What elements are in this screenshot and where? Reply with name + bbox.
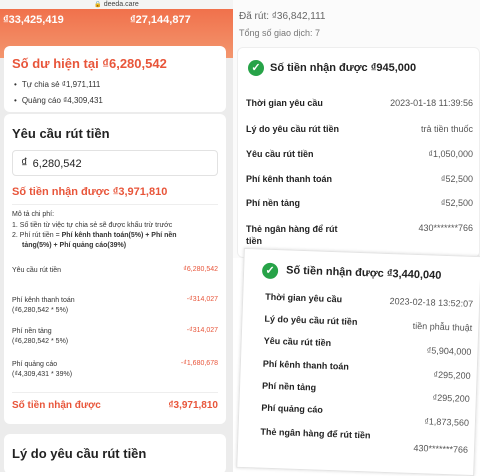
detail-value-ads-fee: ₫1,873,560: [424, 416, 470, 428]
url-bar[interactable]: [0, 0, 233, 9]
detail-label-payment-fee: Phí kênh thanh toán: [246, 174, 333, 184]
detail-value-bank-card: 430*******766: [418, 223, 473, 233]
row-label-payment-fee: Phí kênh thanh toán: [12, 297, 75, 304]
fee-desc-2-bold: Phí kênh thanh toán(5%) + Phí nền: [61, 232, 177, 239]
transaction-count: Tổng số giao dịch: 7: [239, 28, 321, 38]
withdraw-history-detail-2: [236, 248, 480, 476]
withdraw-screen: [0, 0, 233, 472]
row-value-payment-fee: -₫314,027: [186, 296, 218, 303]
balance-card: [4, 46, 226, 112]
url-text: deeda.care: [103, 1, 139, 8]
detail-value-reason: tiền phẫu thuật: [412, 320, 473, 333]
detail-label-platform-fee: Phí nền tảng: [246, 198, 300, 208]
detail-label-reason: Lý do yêu cầu rút tiền: [264, 313, 358, 327]
detail-label-request: Yêu cầu rút tiền: [263, 335, 332, 349]
fee-desc-title: Mô tả chi phí:: [12, 211, 55, 218]
total-receive-label: Số tiền nhận được: [12, 400, 101, 411]
detail-label-time: Thời gian yêu cầu: [265, 291, 343, 305]
currency-icon: ₫: [21, 155, 28, 170]
row-sub-payment-fee: (₫6,280,542 * 5%): [12, 307, 69, 314]
detail-value-reason: trả tiền thuốc: [420, 124, 473, 134]
check-circle-icon: ✓: [248, 60, 264, 76]
fee-desc-item-1: 1. Số tiền từ việc tự chia sẻ sẽ được khấu trừ trước: [12, 222, 173, 229]
balance-ads-item: • Quảng cáo ₫4,309,431: [14, 96, 103, 105]
lock-icon: 🔒: [94, 2, 102, 8]
detail-value-platform-fee: ₫52,500: [440, 198, 473, 208]
detail-label-bank-card: Thẻ ngân hàng để rút tiền: [246, 224, 338, 246]
row-value-platform-fee: -₫314,027: [186, 327, 218, 334]
current-balance: Số dư hiện tại ₫6,280,542: [12, 56, 167, 71]
detail-label-request: Yêu cầu rút tiền: [246, 149, 314, 159]
fee-desc-item-2: [12, 231, 177, 240]
detail-label-bank-card: Thẻ ngân hàng để rút tiền: [260, 426, 371, 441]
detail-label-payment-fee: Phí kênh thanh toán: [262, 358, 350, 372]
transaction-card: [237, 47, 480, 258]
row-label-request: Yêu cầu rút tiền: [12, 267, 62, 274]
detail-value-time: 2023-01-18 11:39:56: [390, 98, 473, 108]
withdraw-title: Yêu cầu rút tiền: [12, 126, 110, 141]
check-circle-icon: ✓: [262, 263, 279, 280]
fee-desc-2-prefix: 2. Phí rút tiền =: [12, 232, 62, 239]
detail-value-bank-card: 430*******766: [413, 442, 469, 455]
received-amount-title: Số tiền nhận được ₫3,440,040: [285, 264, 442, 282]
detail-label-ads-fee: Phí quảng cáo: [261, 402, 324, 415]
detail-label-platform-fee: Phí nền tảng: [261, 380, 317, 393]
detail-value-payment-fee: ₫52,500: [440, 174, 473, 184]
detail-value-payment-fee: ₫295,200: [433, 369, 471, 381]
detail-value-request: ₫1,050,000: [428, 149, 473, 159]
stat-total-a: ₫33,425,419: [3, 14, 64, 26]
total-receive-value: ₫3,971,810: [168, 400, 218, 411]
withdraw-amount-value: 6,280,542: [32, 158, 82, 170]
divider: [12, 392, 218, 393]
row-value-request: ₫6,280,542: [183, 266, 218, 273]
total-withdrawn: Đã rút: ₫36,842,111: [239, 11, 326, 22]
detail-label-reason: Lý do yêu cầu rút tiền: [246, 124, 340, 134]
detail-value-time: 2023-02-18 13:52:07: [389, 296, 474, 309]
balance-share-item: • Tự chia sẻ ₫1,971,111: [14, 80, 100, 89]
row-label-ads-fee: Phí quảng cáo: [12, 361, 58, 368]
detail-value-platform-fee: ₫295,200: [432, 392, 470, 404]
row-label-platform-fee: Phí nền tảng: [12, 328, 52, 335]
stat-total-b: ₫27,144,877: [130, 14, 191, 26]
divider: [12, 204, 218, 205]
row-sub-ads-fee: (₫4,309,431 * 39%): [12, 371, 73, 378]
row-sub-platform-fee: (₫6,280,542 * 5%): [12, 338, 69, 345]
detail-label-time: Thời gian yêu cầu: [246, 98, 323, 108]
received-amount-title: Số tiền nhận được ₫945,000: [270, 62, 417, 74]
withdraw-request-card: [4, 114, 226, 424]
receive-amount: Số tiền nhận được ₫3,971,810: [12, 186, 168, 198]
withdraw-amount-input[interactable]: [12, 150, 218, 176]
detail-value-request: ₫5,904,000: [426, 345, 472, 357]
row-value-ads-fee: -₫1,680,678: [180, 360, 218, 367]
reason-card[interactable]: [4, 434, 226, 472]
fee-desc-2-cont: tảng(5%) + Phí quảng cáo(39%): [22, 242, 127, 249]
reason-title: Lý do yêu cầu rút tiền: [12, 446, 147, 461]
withdraw-history-detail-1: [233, 0, 480, 258]
